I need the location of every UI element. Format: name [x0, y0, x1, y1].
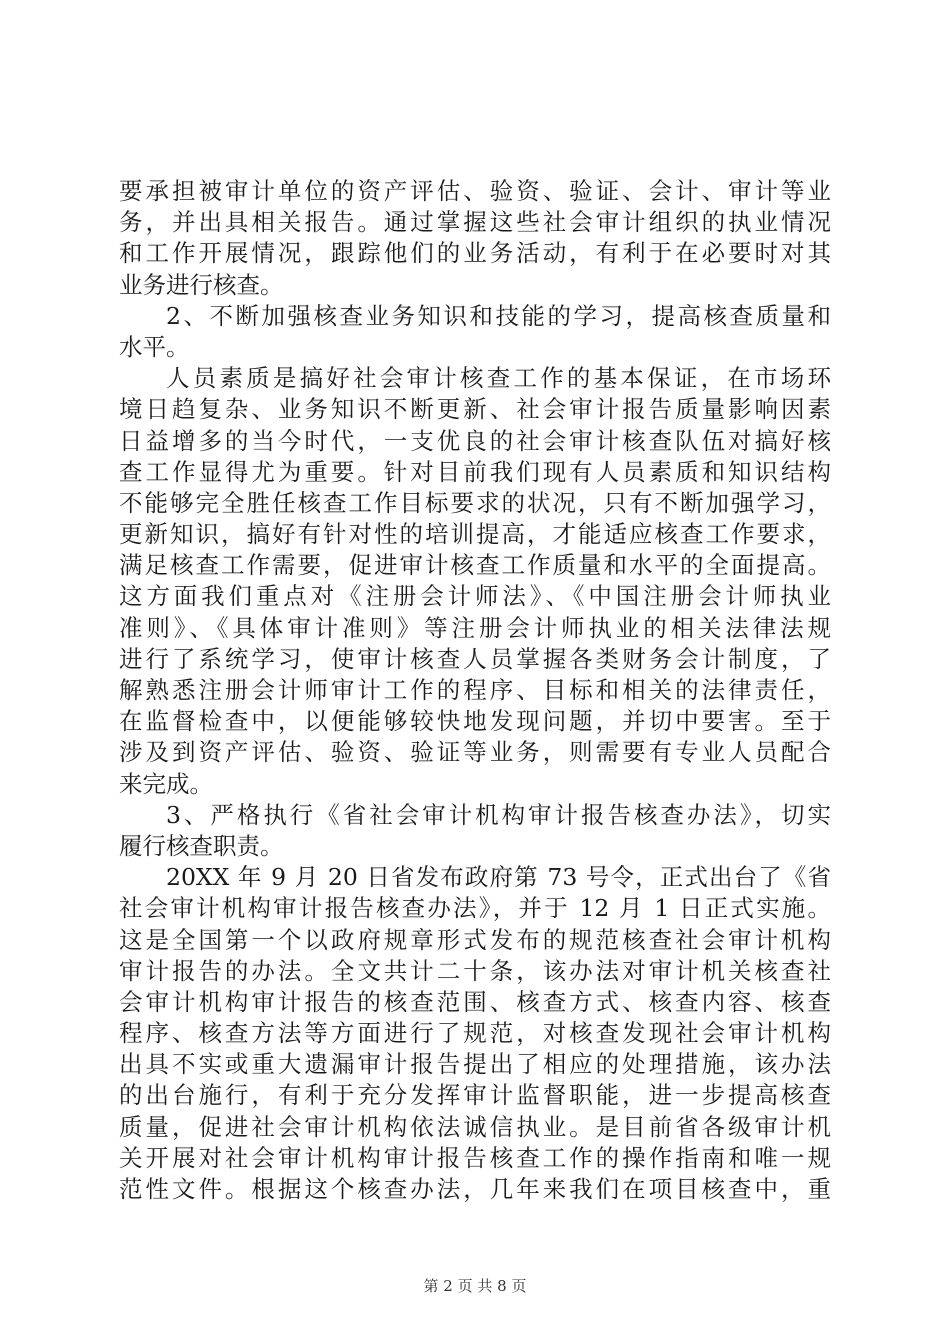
text-line: 进行了系统学习，使审计核查人员掌握各类财务会计制度，了	[119, 644, 831, 673]
text-line: 这方面我们重点对《注册会计师法》、《中国注册会计师执业	[119, 582, 831, 611]
text-line: 的出台施行，有利于充分发挥审计监督职能，进一步提高核查	[119, 1081, 831, 1110]
text-line: 务，并出具相关报告。通过掌握这些社会审计组织的执业情况	[119, 208, 831, 237]
text-line: 出具不实或重大遗漏审计报告提出了相应的处理措施，该办法	[119, 1050, 831, 1079]
text-line: 境日趋复杂、业务知识不断更新、社会审计报告质量影响因素	[119, 395, 831, 424]
body-text	[119, 176, 831, 1205]
text-line: 准则》、《具体审计准则》等注册会计师执业的相关法律法规	[119, 613, 831, 642]
text-line: 范性文件。根据这个核查办法，几年来我们在项目核查中，重	[119, 1175, 831, 1203]
text-line: 日益增多的当今时代，一支优良的社会审计核查队伍对搞好核	[119, 426, 831, 455]
text-line: 水平。	[119, 332, 190, 361]
text-line: 满足核查工作需要，促进审计核查工作质量和水平的全面提高。	[119, 551, 831, 580]
text-line: 在监督检查中，以便能够较快地发现问题，并切中要害。至于	[119, 707, 831, 736]
text-line: 要承担被审计单位的资产评估、验资、验证、会计、审计等业	[119, 177, 831, 205]
text-line: 20XX 年 9 月 20 日省发布政府第 73 号令，正式出台了《省	[166, 863, 831, 892]
text-line: 业务进行核查。	[119, 270, 284, 299]
text-line: 人员素质是搞好社会审计核查工作的基本保证，在市场环	[166, 364, 831, 393]
text-line: 这是全国第一个以政府规章形式发布的规范核查社会审计机构	[119, 925, 831, 954]
text-line: 2、不断加强核查业务知识和技能的学习，提高核查质量和	[166, 301, 831, 330]
text-line: 社会审计机构审计报告核查办法》，并于 12 月 1 日正式实施。	[119, 894, 831, 923]
text-line: 和工作开展情况，跟踪他们的业务活动，有利于在必要时对其	[119, 239, 831, 268]
text-line: 涉及到资产评估、验资、验证等业务，则需要有专业人员配合	[119, 738, 831, 767]
text-line: 程序、核查方法等方面进行了规范，对核查发现社会审计机构	[119, 1019, 831, 1048]
text-line: 3、严格执行《省社会审计机构审计报告核查办法》，切实	[166, 800, 831, 829]
text-line: 质量，促进社会审计机构依法诚信执业。是目前省各级审计机	[119, 1112, 831, 1141]
text-line: 更新知识，搞好有针对性的培训提高，才能适应核查工作要求，	[119, 520, 831, 549]
text-line: 不能够完全胜任核查工作目标要求的状况，只有不断加强学习，	[119, 488, 831, 517]
text-line: 履行核查职责。	[119, 831, 284, 860]
text-line: 审计报告的办法。全文共计二十条，该办法对审计机关核查社	[119, 956, 831, 985]
text-line: 解熟悉注册会计师审计工作的程序、目标和相关的法律责任，	[119, 676, 831, 704]
page-footer: 第 2 页 共 8 页	[423, 1277, 527, 1295]
text-line: 查工作显得尤为重要。针对目前我们现有人员素质和知识结构	[119, 457, 831, 486]
text-line: 来完成。	[119, 769, 213, 798]
text-line: 关开展对社会审计机构审计报告核查工作的操作指南和唯一规	[119, 1143, 831, 1172]
text-line: 会审计机构审计报告的核查范围、核查方式、核查内容、核查	[119, 987, 831, 1016]
